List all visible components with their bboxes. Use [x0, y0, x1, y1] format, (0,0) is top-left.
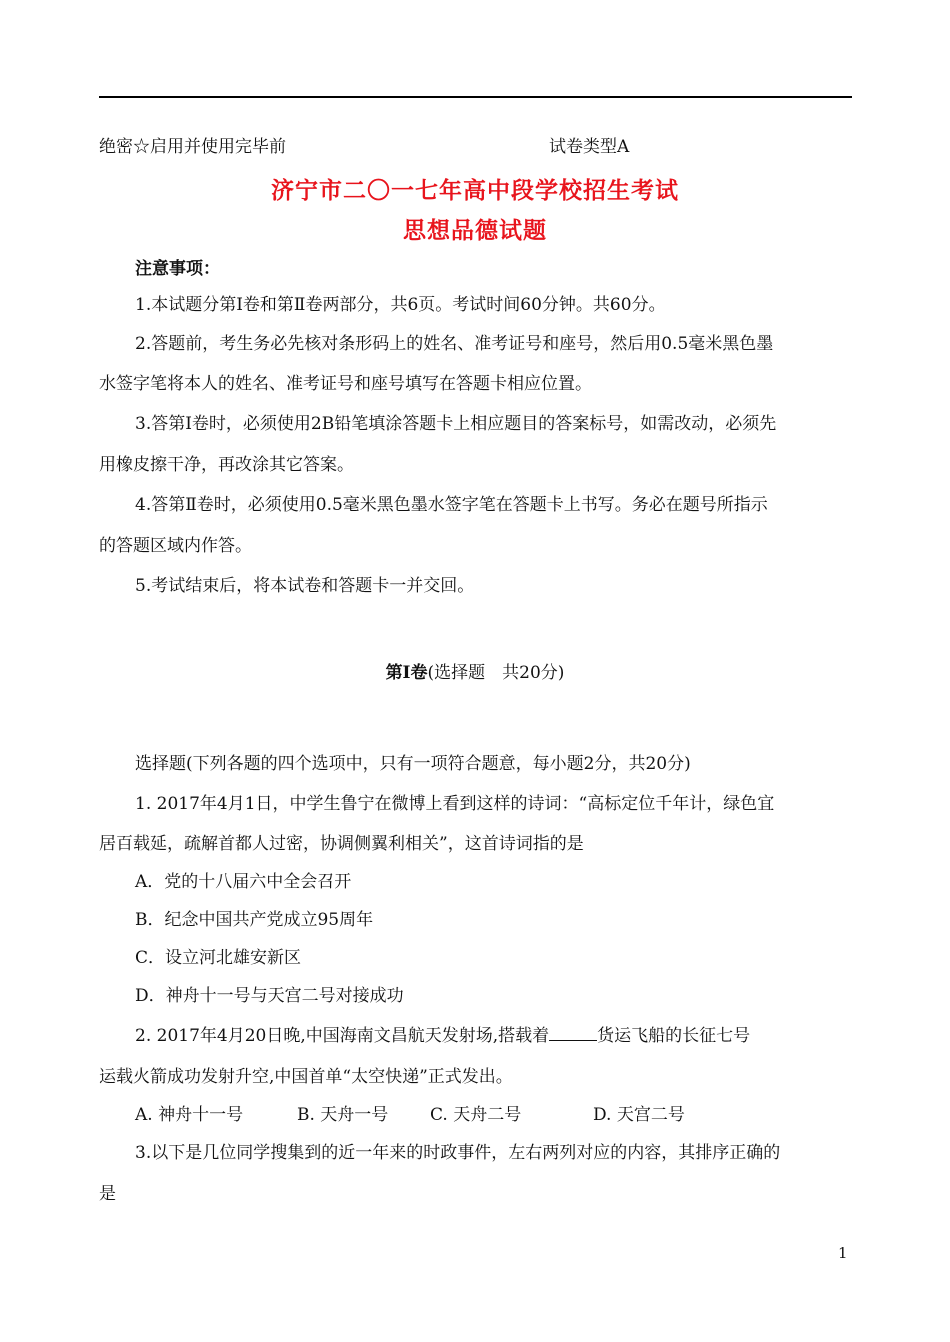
note-item: 水签字笔将本人的姓名、准考证号和座号填写在答题卡相应位置。 [99, 374, 592, 394]
exam-subject: 思想品德试题 [403, 217, 547, 244]
note-item: 2.答题前，考生务必先核对条形码上的姓名、准考证号和座号，然后用0.5毫米黑色墨 [135, 334, 774, 354]
section-title-rest: (选择题 共20分) [427, 663, 565, 683]
notes-heading: 注意事项： [135, 259, 220, 279]
question-2-text-pre: 2. 2017年4月20日晚,中国海南文昌航天发射场,搭载着 [135, 1026, 550, 1046]
question-2-option-b: B. 天舟一号 [297, 1105, 389, 1125]
section-title [0, 662, 950, 684]
question-2-option-c: C. 天舟二号 [430, 1105, 522, 1125]
question-1-option-a: A．党的十八届六中全会召开 [135, 872, 352, 892]
answer-blank [549, 1026, 597, 1041]
question-2-options [135, 1104, 685, 1126]
question-1-option-d: D．神舟十一号与天宫二号对接成功 [135, 986, 404, 1006]
paper-type: 试卷类型A [549, 137, 630, 157]
note-item: 3.答第Ⅰ卷时，必须使用2B铅笔填涂答题卡上相应题目的答案标号，如需改动，必须先 [135, 414, 777, 434]
question-2-text-post: 货运飞船的长征七号 [597, 1026, 751, 1046]
section-title-bold: 第Ⅰ卷 [385, 663, 428, 683]
note-item: 用橡皮擦干净，再改涂其它答案。 [99, 455, 354, 475]
question-3-line2: 是 [99, 1184, 116, 1204]
question-2-line2: 运载火箭成功发射升空,中国首单“太空快递”正式发出。 [99, 1067, 513, 1087]
question-1-option-c: C．设立河北雄安新区 [135, 948, 302, 968]
question-2-option-a: A. 神舟十一号 [135, 1105, 244, 1125]
question-1-line2: 居百载延，疏解首都人过密，协调侧翼利相关”，这首诗词指的是 [99, 834, 584, 854]
choice-instruction: 选择题(下列各题的四个选项中，只有一项符合题意，每小题2分，共20分) [135, 754, 691, 774]
question-1-option-b: B．纪念中国共产党成立95周年 [135, 910, 374, 930]
note-item: 1.本试题分第Ⅰ卷和第Ⅱ卷两部分，共6页。考试时间60分钟。共60分。 [135, 295, 666, 315]
header-rule [99, 96, 852, 98]
note-item: 5.考试结束后，将本试卷和答题卡一并交回。 [135, 576, 475, 596]
question-1-line1: 1. 2017年4月1日，中学生鲁宁在微博上看到这样的诗词：“高标定位千年计，绿色宜 [135, 794, 775, 814]
page-number: 1 [838, 1244, 848, 1262]
question-2-option-d: D. 天宫二号 [593, 1105, 685, 1125]
question-2-line1 [135, 1025, 750, 1047]
secret-label: 绝密☆启用并使用完毕前 [99, 137, 286, 157]
note-item: 4.答第Ⅱ卷时，必须使用0.5毫米黑色墨水签字笔在答题卡上书写。务必在题号所指示 [135, 495, 768, 515]
note-item: 的答题区域内作答。 [99, 536, 252, 556]
question-3-line1: 3.以下是几位同学搜集到的近一年来的时政事件，左右两列对应的内容，其排序正确的 [135, 1143, 781, 1163]
exam-title: 济宁市二〇一七年高中段学校招生考试 [271, 177, 679, 204]
